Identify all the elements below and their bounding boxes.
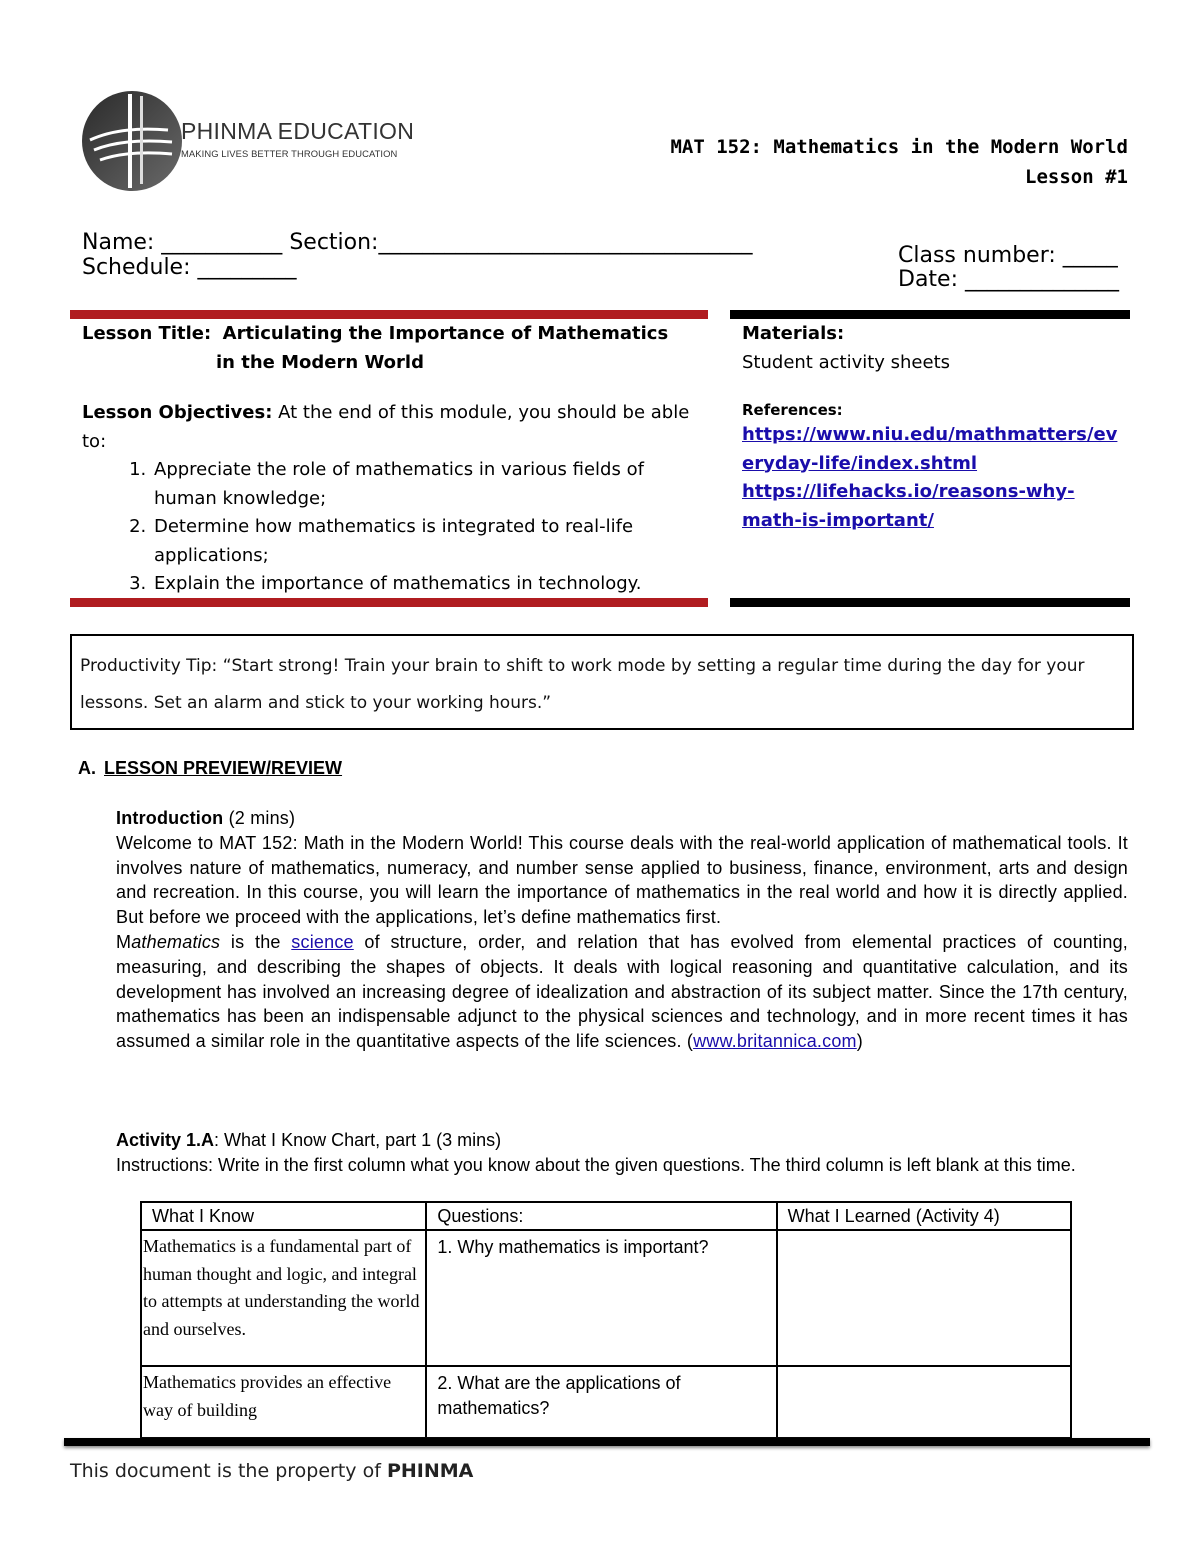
britannica-link[interactable]: www.britannica.com: [693, 1031, 857, 1052]
footer-text: This document is the property of PHINMA: [70, 1460, 474, 1482]
top-left-divider: [70, 310, 708, 319]
class-fields: [898, 244, 1119, 292]
table-row: [141, 1366, 1071, 1438]
header-what-i-learned: What I Learned (Activity 4): [777, 1202, 1071, 1230]
objective-item: 1. Appreciate the role of mathematics in various fields of human knowledge;: [152, 456, 692, 513]
name-field[interactable]: Name: ___________: [82, 230, 283, 255]
know-cell[interactable]: Mathematics is a fundamental part of human thought and logic, and integral to attempts at understanding the world and ourselves.: [141, 1230, 426, 1366]
objectives-list: [82, 456, 692, 599]
question-cell: 2. What are the applications of mathematics?: [426, 1366, 776, 1438]
activity-title: : What I Know Chart, part 1 (3 mins): [214, 1130, 502, 1150]
learned-cell[interactable]: [777, 1366, 1071, 1438]
question-cell: 1. Why mathematics is important?: [426, 1230, 776, 1366]
references-label: References:: [742, 401, 843, 419]
section-field[interactable]: Section:__________________________________: [289, 230, 753, 255]
science-link[interactable]: science: [291, 931, 354, 952]
brand-tagline: MAKING LIVES BETTER THROUGH EDUCATION: [181, 148, 398, 159]
brand-name: PHINMA EDUCATION: [181, 118, 415, 144]
lesson-title-line1: Articulating the Importance of Mathematics: [222, 323, 669, 344]
course-header: [670, 132, 1128, 192]
materials-value: Student activity sheets: [742, 351, 951, 373]
what-i-know-chart: [140, 1201, 1072, 1439]
productivity-tip-text: Productivity Tip: “Start strong! Train your brain to shift to work mode by setting a regular time during the day for your lessons. Set an alarm and stick to your working hours.”: [80, 656, 1085, 713]
header-what-i-know: What I Know: [141, 1202, 426, 1230]
activity-1a: [116, 1128, 1128, 1178]
objectives-intro: At the end of this module, you should be able to:: [82, 402, 690, 452]
objective-item: 2. Determine how mathematics is integrated to real-life applications;: [152, 513, 692, 570]
phinma-logo: [80, 90, 420, 192]
reference-link-niu[interactable]: https://www.niu.edu/mathmatters/ev eryday-life/index.shtml: [742, 424, 1118, 474]
materials-info: [742, 320, 1122, 535]
top-right-divider: [730, 310, 1130, 319]
header-questions: Questions:: [426, 1202, 776, 1230]
intro-label: Introduction: [116, 808, 224, 828]
introduction: [116, 806, 1128, 1054]
objectives-label: Lesson Objectives:: [82, 402, 273, 423]
learned-cell[interactable]: [777, 1230, 1071, 1366]
section-letter: A.: [78, 758, 96, 778]
footer-owner: PHINMA: [386, 1460, 474, 1482]
section-a-heading: [78, 758, 342, 779]
table-row: [141, 1230, 1071, 1366]
reference-link-lifehacks[interactable]: https://lifehacks.io/reasons-why- math-is-important/: [742, 481, 1075, 531]
course-title: MAT 152: Mathematics in the Modern World: [670, 136, 1128, 158]
bottom-left-divider: [70, 598, 708, 607]
footer-divider: [64, 1438, 1150, 1446]
productivity-tip-box: [70, 634, 1134, 730]
student-fields: [82, 230, 752, 280]
materials-label: Materials:: [742, 323, 845, 344]
section-title: LESSON PREVIEW/REVIEW: [104, 758, 343, 778]
intro-time: (2 mins): [228, 808, 296, 828]
lesson-title-label: Lesson Title:: [82, 323, 212, 344]
class-number-field[interactable]: Class number: _____: [898, 243, 1118, 268]
objective-item: 3. Explain the importance of mathematics in technology.: [152, 570, 692, 599]
activity-label: Activity 1.A: [116, 1130, 215, 1150]
intro-text: Welcome to MAT 152: Math in the Modern World! This course deals with the real-world application of mathematical tools. It involves nature of mathematics, numeracy, and number sense applied to business, finance, environment, arts and design and recreation. In this course, you will learn the importance of mathematics in the real world and how it is directly applied. But before we proceed with the applications, let’s define mathematics first.: [116, 832, 1128, 928]
know-cell[interactable]: Mathematics provides an effective way of building: [141, 1366, 426, 1438]
lesson-number: Lesson #1: [1025, 166, 1128, 188]
activity-instructions: Instructions: Write in the first column what you know about the given questions. The third column is left blank at this time.: [116, 1155, 1076, 1175]
schedule-field[interactable]: Schedule: _________: [82, 255, 297, 280]
definition-paragraph: Mathematics is the science of structure, order, and relation that has evolved from elemental practices of counting, measuring, and describing the shapes of objects. It deals with logical reasoning and quantitative calculation, and its development has involved an increasing degree of idealization and abstraction of its subject matter. Since the 17th century, mathematics has been an indispensable adjunct to the physical sciences and technology, and in more recent times it has assumed a similar role in the quantitative aspects of the life sciences. (www.britannica.com): [116, 931, 1128, 1052]
lesson-title-line2: in the Modern World: [216, 351, 424, 373]
lesson-info: [82, 320, 692, 599]
bottom-right-divider: [730, 598, 1130, 607]
date-field[interactable]: Date: ______________: [898, 267, 1119, 292]
chart-header-row: [141, 1202, 1071, 1230]
